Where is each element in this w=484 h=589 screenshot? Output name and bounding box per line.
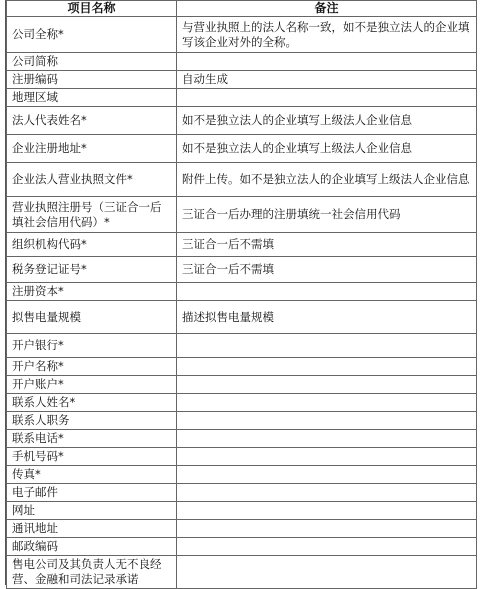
table-row: [7, 135, 477, 163]
table-row: [7, 502, 477, 520]
item-cell: 公司简称: [7, 53, 177, 71]
remark-cell: [177, 430, 477, 448]
remark-cell: [177, 358, 477, 376]
item-cell: 网址: [7, 502, 177, 520]
table-header-row: [7, 1, 477, 17]
item-cell: 通讯地址: [7, 520, 177, 538]
item-cell: 注册编码: [7, 71, 177, 89]
table-row: [7, 430, 477, 448]
column-header-item: 项目名称: [7, 1, 177, 17]
remark-cell: [177, 556, 477, 589]
form-frame: [5, 0, 477, 585]
table-row: [7, 334, 477, 358]
item-cell: 税务登记证号*: [7, 257, 177, 283]
remark-cell: [177, 89, 477, 107]
item-cell: 地理区域: [7, 89, 177, 107]
table-row: [7, 484, 477, 502]
remark-cell: [177, 412, 477, 430]
item-cell: 法人代表姓名*: [7, 107, 177, 135]
table-row: [7, 163, 477, 197]
remark-cell: 如不是独立法人的企业填写上级法人企业信息: [177, 135, 477, 163]
remark-cell: 描述拟售电量规模: [177, 301, 477, 334]
remark-cell: 如不是独立法人的企业填写上级法人企业信息: [177, 107, 477, 135]
item-cell: 电子邮件: [7, 484, 177, 502]
table-row: [7, 89, 477, 107]
item-cell: 营业执照注册号（三证合一后填社会信用代码）*: [7, 197, 177, 233]
table-row: [7, 257, 477, 283]
item-cell: 企业法人营业执照文件*: [7, 163, 177, 197]
table-row: [7, 53, 477, 71]
item-cell: 传真*: [7, 466, 177, 484]
remark-cell: 三证合一后不需填: [177, 233, 477, 257]
table-row: [7, 301, 477, 334]
table-row: [7, 520, 477, 538]
remark-cell: [177, 334, 477, 358]
remark-cell: [177, 448, 477, 466]
column-header-remark: 备注: [177, 1, 477, 17]
remark-cell: [177, 484, 477, 502]
item-cell: 拟售电量规模: [7, 301, 177, 334]
table-row: [7, 17, 477, 53]
remark-cell: 三证合一后不需填: [177, 257, 477, 283]
table-row: [7, 358, 477, 376]
item-cell: 企业注册地址*: [7, 135, 177, 163]
remark-cell: 自动生成: [177, 71, 477, 89]
table-row: [7, 466, 477, 484]
table-row: [7, 556, 477, 589]
remark-cell: [177, 502, 477, 520]
table-row: [7, 283, 477, 301]
table-row: [7, 197, 477, 233]
remark-cell: [177, 520, 477, 538]
table-row: [7, 376, 477, 394]
item-cell: 开户银行*: [7, 334, 177, 358]
item-cell: 邮政编码: [7, 538, 177, 556]
table-row: [7, 71, 477, 89]
remark-cell: [177, 376, 477, 394]
remark-cell: 与营业执照上的法人名称一致，如不是独立法人的企业填写该企业对外的全称。: [177, 17, 477, 53]
item-cell: 开户名称*: [7, 358, 177, 376]
item-cell: 手机号码*: [7, 448, 177, 466]
item-cell: 联系人姓名*: [7, 394, 177, 412]
item-cell: 开户账户*: [7, 376, 177, 394]
remark-cell: 附件上传。如不是独立法人的企业填写上级法人企业信息: [177, 163, 477, 197]
table-row: [7, 233, 477, 257]
remark-cell: [177, 466, 477, 484]
table-row: [7, 448, 477, 466]
item-cell: 售电公司及其负责人无不良经营、金融和司法记录承诺: [7, 556, 177, 589]
table-row: [7, 412, 477, 430]
remark-cell: [177, 53, 477, 71]
remark-cell: [177, 538, 477, 556]
item-cell: 联系电话*: [7, 430, 177, 448]
item-cell: 注册资本*: [7, 283, 177, 301]
table-row: [7, 538, 477, 556]
item-cell: 公司全称*: [7, 17, 177, 53]
remark-cell: [177, 283, 477, 301]
remark-cell: 三证合一后办理的注册填统一社会信用代码: [177, 197, 477, 233]
item-cell: 组织机构代码*: [7, 233, 177, 257]
table-row: [7, 394, 477, 412]
company-info-table: [6, 0, 477, 589]
table-row: [7, 107, 477, 135]
item-cell: 联系人职务: [7, 412, 177, 430]
remark-cell: [177, 394, 477, 412]
